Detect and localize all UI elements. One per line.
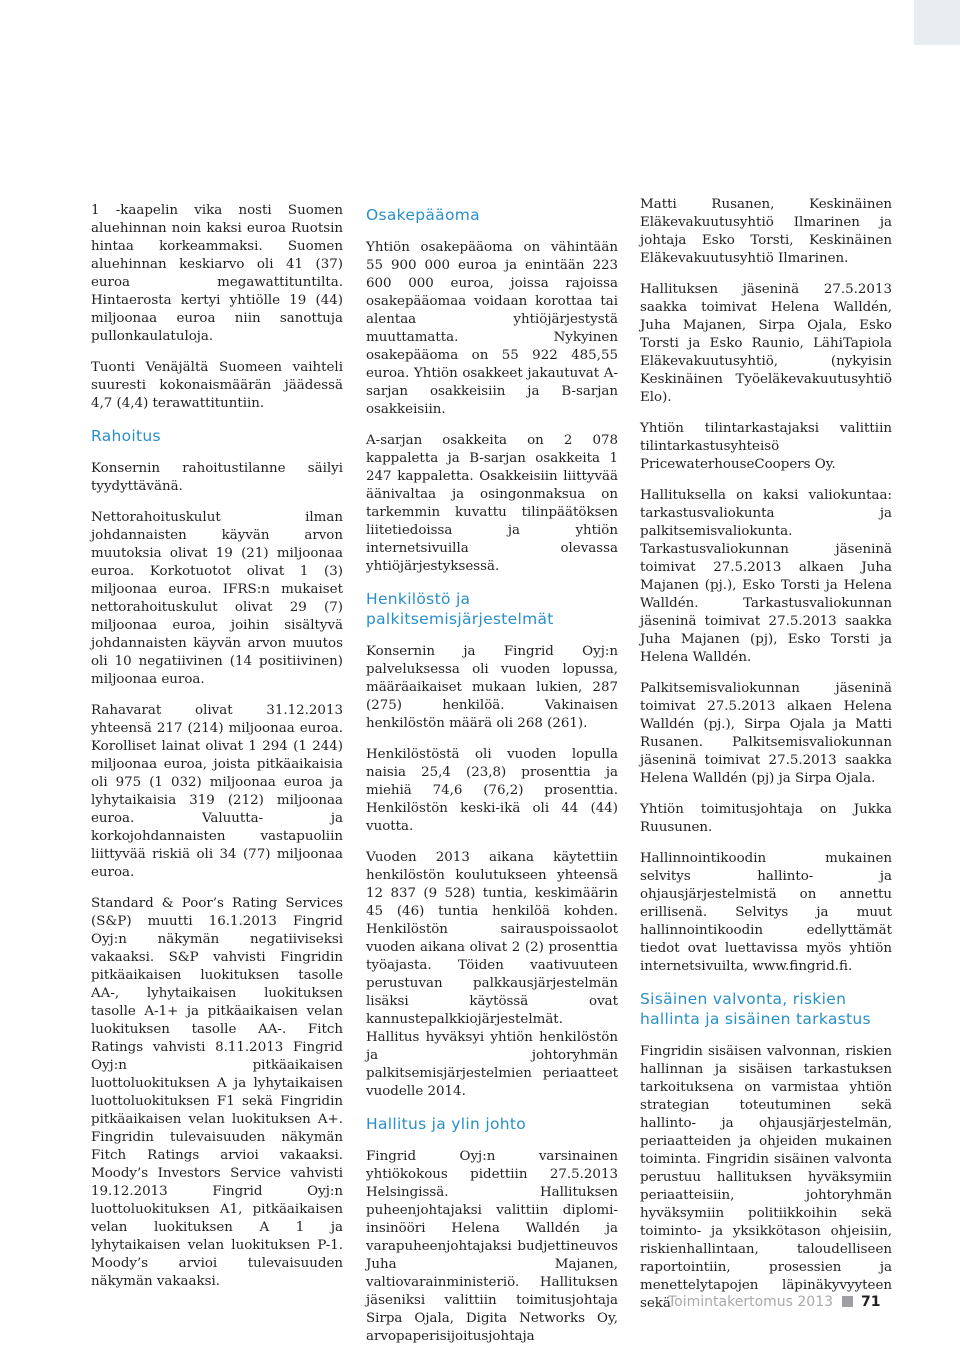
section-heading-hallitus: Hallitus ja ylin johto	[366, 1115, 527, 1133]
paragraph: Standard & Poor’s Rating Services (S&P) muutti 16.1.2013 Fingrid Oyj:n näkymän negatiiviseksi vakaaksi. S&P vahvisti Fingridin pitkäaikaisen luokituksen tasolle AA-, lyhytaikaisen luokituksen tasolle A-1+ ja pitkäaikaisen velan luokituksen tasolle AA-. Fitch Ratings vahvisti 8.11.2013 Fingrid Oyj:n pitkäaikaisen luottoluokituksen A ja lyhytaikaisen luottoluokituksen F1 sekä Fingridin pitkäaikaisen velan luokituksen A+. Fingridin tulevaisuuden näkymän Fitch Ratings arvioi vakaaksi. Moody’s Investors Service vahvisti 19.12.2013 Fingrid Oyj:n luottoluokituksen A1, pitkäaikaisen velan luokituksen A 1 ja lyhytaikaisen velan luokituksen P-1. Moody’s arvioi tulevaisuuden näkymän vakaaksi.	[91, 896, 343, 1289]
paragraph: Yhtiön osakepääoma on vähintään 55 900 000 euroa ja enintään 223 600 000 euroa, joissa rajoissa osakepääomaa voidaan korottaa tai alentaa yhtiöjärjestystä muuttamatta. Nykyinen osakepääoma on 55 922 485,55 euroa. Yhtiön osakkeet jakautuvat A-sarjan osakkeisiin ja B-sarjan osakkeisiin.	[366, 240, 618, 417]
page-number: 71	[861, 1294, 881, 1310]
paragraph: 1 -kaapelin vika nosti Suomen aluehinnan noin kaksi euroa Ruotsin hintaa korkeammaksi. Suomen aluehinnan keskiarvo oli 41 (37) euroa megawattituntilta. Hintaerosta kertyi yhtiölle 19 (44) miljoonaa euroa niin sanottuja pullonkaulatuloja.	[91, 203, 343, 344]
paragraph: Matti Rusanen, Keskinäinen Eläkevakuutusyhtiö Ilmarinen ja johtaja Esko Torsti, Keskinäinen Eläkevakuutusyhtiö Ilmarinen.	[640, 197, 892, 266]
paragraph: Hallituksella on kaksi valiokuntaa: tarkastusvaliokunta ja palkitsemisvaliokunta. Tarkastusvaliokunnan jäseninä toimivat 27.5.2013 alkaen Juha Majanen (pj.), Esko Torsti ja Helena Walldén. Tarkastusvaliokunnan jäseninä toimivat 27.5.2013 saakka Juha Majanen (pj), Esko Torsti ja Helena Walldén.	[640, 488, 892, 665]
paragraph: Konsernin rahoitustilanne säilyi tyydyttävänä.	[91, 461, 343, 494]
section-heading-osakepaaoma: Osakepääoma	[366, 206, 480, 224]
paragraph: Fingridin sisäisen valvonnan, riskien hallinnan ja sisäisen tarkastuksen tarkoituksena on varmistaa yhtiön strategian toteutuminen sekä hallinto- ja ohjausjärjestelmän, periaatteiden ja ohjeiden mukainen toiminta. Fingridin sisäinen valvonta perustuu hallituksen hyväksymiin periaatteisiin, johtoryhmän hyväksymiin politiikkoihin sekä toiminto- ja yksikkötason ohjeisiin, riskienhallintaan, taloudelliseen raportointiin, prosessien ja menettelytapojen läpinäkyvyyteen sekä	[640, 1044, 892, 1311]
footer-square-icon	[842, 1296, 853, 1307]
paragraph: Henkilöstöstä oli vuoden lopulla naisia 25,4 (23,8) prosenttia ja miehiä 74,6 (76,2) prosenttia. Henkilöstön keski-ikä oli 44 (44) vuotta.	[366, 747, 618, 834]
paragraph: A-sarjan osakkeita on 2 078 kappaletta ja B-sarjan osakkeita 1 247 kappaletta. Osakkeisiin liittyvää äänivaltaa ja osingonmaksua on tarkemmin kuvattu tilinpäätöksen liitetiedoissa ja yhtiön internetsivuilla olevassa yhtiöjärjestyksessä.	[366, 433, 618, 574]
paragraph: Hallituksen jäseninä 27.5.2013 saakka toimivat Helena Walldén, Juha Majanen, Sirpa Ojala, Esko Torsti ja Esko Raunio, LähiTapiola Eläkevakuutusyhtiö, (nykyisin Keskinäinen Työeläkevakuutusyhtiö Elo).	[640, 282, 892, 405]
paragraph: Palkitsemisvaliokunnan jäseninä toimivat 27.5.2013 alkaen Helena Walldén (pj.), Sirpa Ojala ja Matti Rusanen. Palkitsemisvaliokunnan jäseninä toimivat 27.5.2013 saakka Helena Walldén (pj) ja Sirpa Ojala.	[640, 681, 892, 786]
page-footer	[668, 1294, 882, 1316]
paragraph: Konsernin ja Fingrid Oyj:n palveluksessa oli vuoden lopussa, määräaikaiset mukaan lukien, 287 (275) henkilöä. Vakinaisen henkilöstön määrä oli 268 (261).	[366, 644, 618, 731]
text-column-2	[366, 196, 618, 1359]
paragraph: Nettorahoituskulut ilman johdannaisten käyvän arvon muutoksia olivat 19 (21) miljoonaa euroa. Korkotuotot olivat 1 (3) miljoonaa euroa. IFRS:n mukaiset nettorahoituskulut olivat 29 (7) miljoonaa euroa, joihin sisältyvä johdannaisten käyvän arvon muutos oli 10 negatiivinen (14 positiivinen) miljoonaa euroa.	[91, 510, 343, 687]
paragraph: Rahavarat olivat 31.12.2013 yhteensä 217 (214) miljoonaa euroa. Korolliset lainat olivat 1 294 (1 244) miljoonaa euroa, joista pitkäaikaisia oli 975 (1 032) miljoonaa euroa ja lyhytaikaisia 319 (212) miljoonaa euroa. Valuutta- ja korkojohdannaisten vastapuoliin liittyvää riskiä oli 34 (77) miljoonaa euroa.	[91, 703, 343, 880]
paragraph: Yhtiön tilintarkastajaksi valittiin tilintarkastusyhteisö PricewaterhouseCoopers Oy.	[640, 421, 892, 472]
section-heading-sisainen-valvonta: Sisäinen valvonta, riskien hallinta ja sisäinen tarkastus	[640, 990, 871, 1028]
paragraph: Vuoden 2013 aikana käytettiin henkilöstön koulutukseen yhteensä 12 837 (9 528) tuntia, keskimäärin 45 (46) tuntia henkilöä kohden. Henkilöstön sairauspoissaolot vuoden aikana olivat 2 (2) prosenttia työajasta. Töiden vaativuuteen perustuvan palkkausjärjestelmän lisäksi käytössä ovat kannustepalkkiojärjestelmät. Hallitus hyväksyi yhtiön henkilöstön ja johtoryhmän palkitsemisjärjestelmien periaatteet vuodelle 2014.	[366, 850, 618, 1099]
text-column-1	[91, 196, 343, 1304]
paragraph: Hallinnointikoodin mukainen selvitys hallinto- ja ohjausjärjestelmistä on annettu erillisenä. Selvitys ja muut hallinnointikoodin edellyttämät tiedot ovat luettavissa myös yhtiön internetsivuilta, www.fingrid.fi.	[640, 851, 892, 974]
paragraph: Fingrid Oyj:n varsinainen yhtiökokous pidettiin 27.5.2013 Helsingissä. Hallituksen puheenjohtajaksi valittiin diplomi-insinööri Helena Walldén ja varapuheenjohtajaksi budjettineuvos Juha Majanen, valtiovarainministeriö. Hallituksen jäseniksi valittiin toimitusjohtaja Sirpa Ojala, Digita Networks Oy, arvopaperisijoitusjohtaja	[366, 1149, 618, 1344]
paragraph: Tuonti Venäjältä Suomeen vaihteli suuresti kokonaismäärän jäädessä 4,7 (4,4) terawattituntiin.	[91, 360, 343, 411]
paragraph: Yhtiön toimitusjohtaja on Jukka Ruusunen.	[640, 802, 892, 835]
text-column-3	[640, 196, 892, 1326]
section-heading-henkilosto: Henkilöstö ja palkitsemisjärjestelmät	[366, 590, 554, 628]
section-heading-rahoitus: Rahoitus	[91, 427, 161, 445]
corner-tab	[914, 0, 960, 45]
report-title: Toimintakertomus 2013	[668, 1294, 834, 1310]
